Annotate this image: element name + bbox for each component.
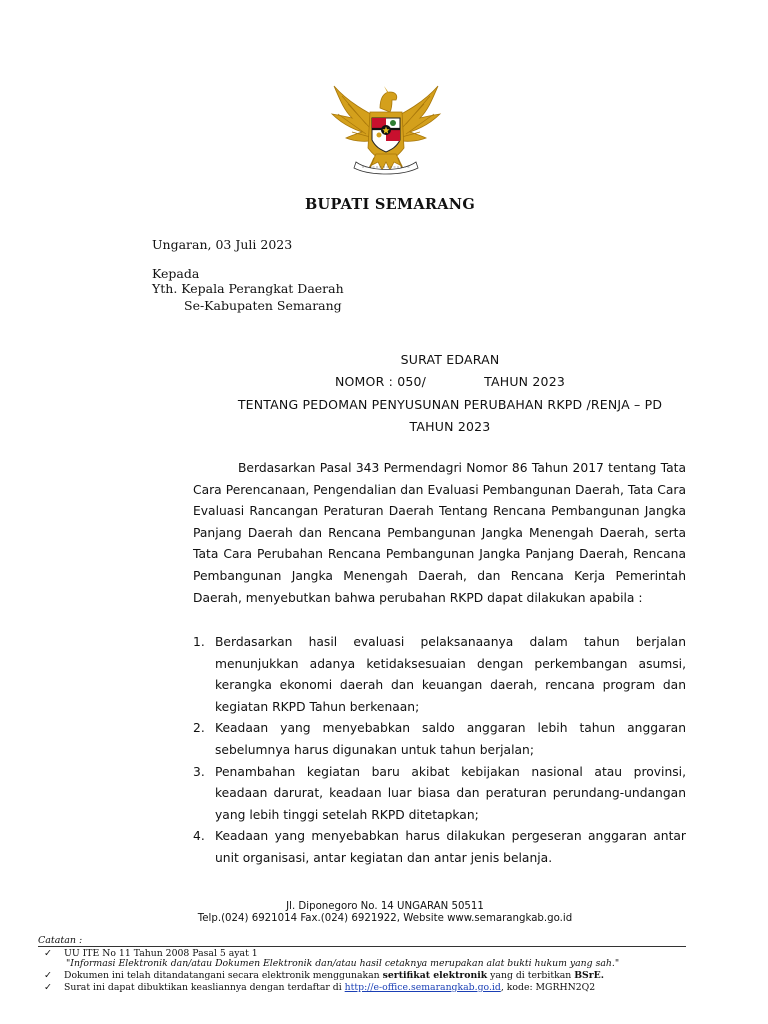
conditions-list <box>193 632 686 870</box>
list-item <box>193 826 686 869</box>
checkmark-icon: ✓ <box>44 982 52 993</box>
e-office-link[interactable]: http://e-office.semarangkab.go.id <box>344 982 501 993</box>
document-number: NOMOR : 050/ <box>334 374 427 389</box>
office-title: BUPATI SEMARANG <box>304 196 476 213</box>
list-item-text: Keadaan yang menyebabkan saldo anggaran lebih tahun anggaran sebelumnya harus digunakan untuk tahun berjalan; <box>215 721 686 757</box>
list-item-number: 3. <box>193 764 205 779</box>
notes-divider <box>38 946 686 947</box>
note-legal-basis-text: UU ITE No 11 Tahun 2008 Pasal 5 ayat 1 <box>64 948 258 959</box>
note-signature-certificate: sertifikat elektronik <box>382 970 488 981</box>
note-verification <box>38 982 595 993</box>
list-item-number: 1. <box>193 635 205 649</box>
document-subject: TENTANG PEDOMAN PENYUSUNAN PERUBAHAN RKPD /RENJA – PD <box>237 397 663 412</box>
footer-address: Jl. Diponegoro No. 14 UNGARAN 50511 <box>286 901 484 912</box>
notes-label: Catatan : <box>38 935 83 946</box>
recipient-line-2: Se-Kabupaten Semarang <box>184 298 342 313</box>
note-electronic-signature <box>38 970 604 981</box>
list-item <box>193 718 686 761</box>
note-signature-prefix: Dokumen ini telah ditandatangani secara elektronik menggunakan <box>64 970 383 981</box>
note-legal-quote: "Informasi Elektronik dan/atau Dokumen Elektronik dan/atau hasil cetaknya merupakan alat bukti hukum yang sah." <box>66 958 620 969</box>
list-item-number: 2. <box>193 721 205 736</box>
list-item-number: 4. <box>193 829 205 844</box>
recipient-line-1: Yth. Kepala Perangkat Daerah <box>152 281 344 296</box>
document-type-title: SURAT EDARAN <box>400 352 500 367</box>
list-item <box>193 632 686 718</box>
list-item-text: Penambahan kegiatan baru akibat kebijakan nasional atau provinsi, keadaan darurat, keadaan luar biasa dan peraturan perundang-undangan yang lebih tinggi setelah RKPD ditetapkan; <box>215 764 686 822</box>
note-verification-code: , kode: MGRHN2Q2 <box>500 982 596 993</box>
note-signature-mid: yang di terbitkan <box>487 970 575 981</box>
body-paragraph: Berdasarkan Pasal 343 Permendagri Nomor 86 Tahun 2017 tentang Tata Cara Perencanaan, Pengendalian dan Evaluasi Pembangunan Daerah, Tata Cara Evaluasi Rancangan Peraturan Daerah Tentang Rencana Pembangunan Jangka Panjang Daerah dan Rencana Pembangunan Jangka Menengah Daerah, serta Tata Cara Perubahan Rencana Pembangunan Jangka Panjang Daerah, Rencana Pembangunan Jangka Menengah Daerah, dan Rencana Kerja Pemerintah Daerah, menyebutkan bahwa perubahan RKPD dapat dilakukan apabila : <box>193 461 686 605</box>
note-signature-issuer: BSrE. <box>574 970 604 981</box>
list-item <box>193 762 686 827</box>
list-item-text: Keadaan yang menyebabkan harus dilakukan pergeseran anggaran antar unit organisasi, antar kegiatan dan antar jenis belanja. <box>215 829 686 865</box>
checkmark-icon: ✓ <box>44 970 52 981</box>
document-subject-year: TAHUN 2023 <box>409 419 491 434</box>
recipient-label: Kepada <box>152 266 200 281</box>
note-verification-prefix: Surat ini dapat dibuktikan keasliannya dengan terdaftar di <box>64 982 345 993</box>
document-number-line <box>160 374 740 389</box>
list-item-text: Berdasarkan hasil evaluasi pelaksanaanya dalam tahun berjalan menunjukkan adanya ketidaksesuaian dengan perkembangan asumsi, kerangka ekonomi daerah dan keuangan daerah, rencana program dan kegiatan RKPD Tahun berkenaan; <box>215 635 686 714</box>
garuda-emblem-icon <box>326 82 446 176</box>
checkmark-icon: ✓ <box>44 948 52 959</box>
document-year: TAHUN 2023 <box>484 374 566 389</box>
letter-date: Ungaran, 03 Juli 2023 <box>152 237 293 252</box>
footer-contact: Telp.(024) 6921014 Fax.(024) 6921922, Website www.semarangkab.go.id <box>197 913 573 924</box>
